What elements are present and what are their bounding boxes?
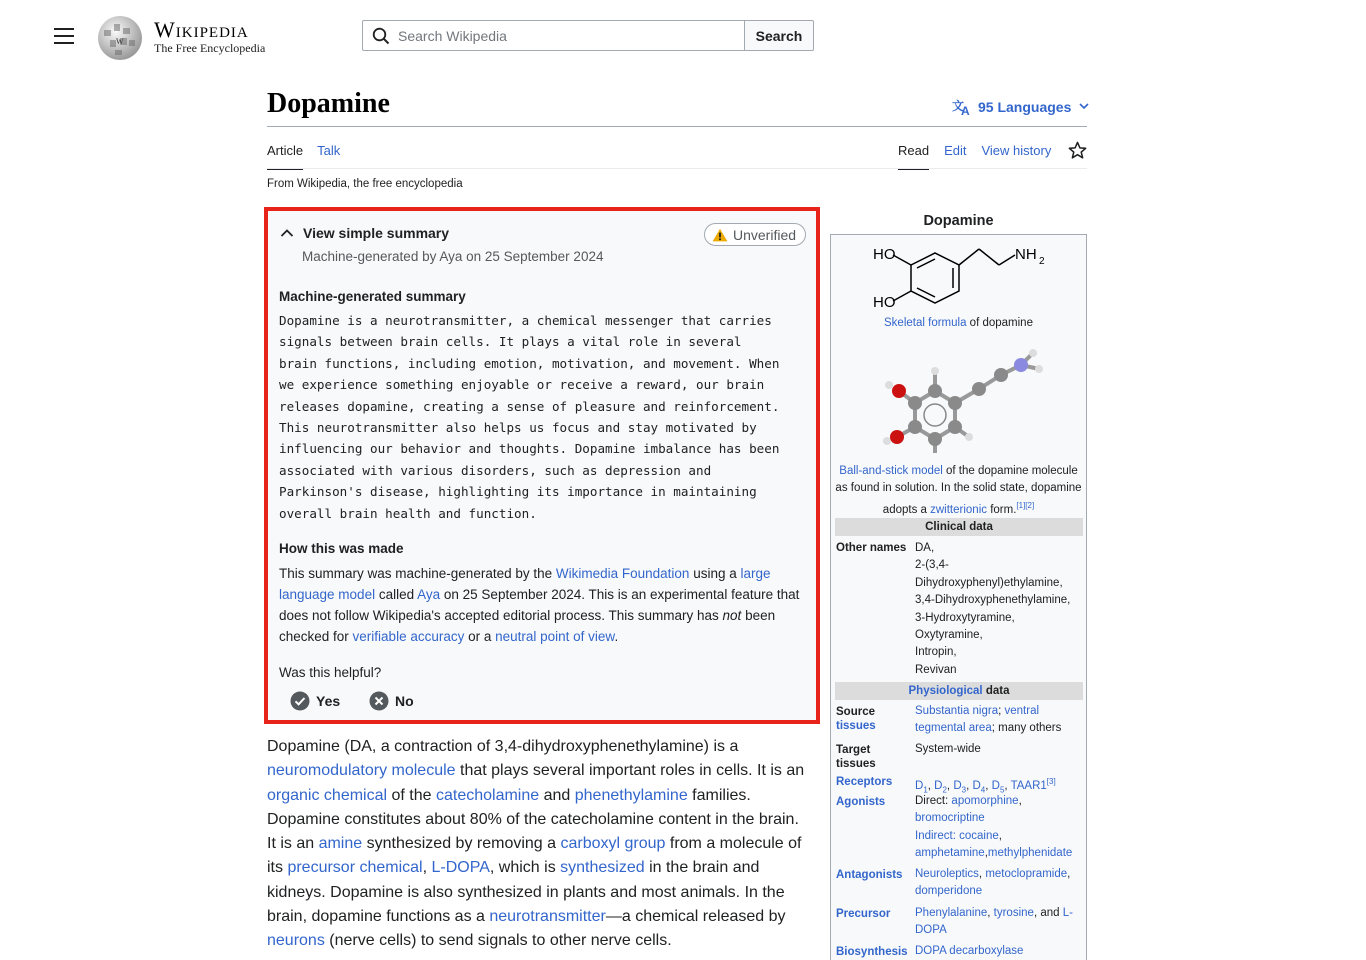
link-phenylalanine[interactable]: Phenylalanine	[915, 907, 988, 919]
link-antagonists[interactable]: Antagonists	[836, 869, 903, 881]
chevron-down-icon	[1076, 101, 1092, 113]
value-other-names	[915, 540, 1083, 679]
label-target-tissues: Target tissues	[836, 744, 876, 770]
link-catecholamine[interactable]: catecholamine	[435, 786, 540, 804]
how-text-part: .	[614, 629, 619, 644]
receptor-sub: 4	[980, 785, 986, 795]
languages-button[interactable]	[952, 98, 1098, 116]
link-dopa-decarboxylase[interactable]: DOPA decarboxylase	[915, 945, 1024, 957]
view-tabs	[898, 143, 1066, 170]
how-text-part: called	[375, 587, 418, 602]
caption-text: of dopamine	[966, 317, 1033, 329]
page-title: Dopamine	[267, 88, 390, 119]
link-taar1[interactable]: TAAR1	[1010, 779, 1047, 792]
value-source-tissues	[915, 703, 1083, 738]
languages-label: 95 Languages	[978, 99, 1072, 115]
body-text-part: , which is	[489, 859, 561, 877]
body-text-part: families. Dopamine constitutes about 80% of the catecholamine content in the brain. It is an	[267, 786, 799, 853]
link-d3[interactable]: $D_3$	[953, 779, 967, 795]
title-divider	[267, 126, 1087, 127]
wordmark-title: Wikipedia	[154, 17, 249, 42]
value-text: Direct:	[915, 795, 952, 807]
other-name: Revivan	[915, 663, 957, 676]
warning-icon	[712, 228, 728, 242]
tab-article[interactable]: Article	[267, 143, 303, 170]
struct-label-ho-top: HO	[873, 246, 896, 263]
link-neuromodulatory-molecule[interactable]: neuromodulatory molecule	[267, 762, 456, 780]
value-precursor: Phenylalanine, tyrosine, and L-DOPA	[915, 907, 1073, 937]
translate-icon	[952, 98, 972, 116]
how-text-part: been checked for	[279, 608, 776, 644]
link-bromocriptine[interactable]: bromocriptine	[915, 812, 985, 825]
how-text	[279, 563, 804, 647]
site-tagline: From Wikipedia, the free encyclopedia	[267, 178, 463, 190]
how-heading: How this was made	[279, 541, 404, 556]
body-text-part: —a chemical released by	[605, 908, 786, 926]
other-name: Intropin,	[915, 646, 957, 659]
search-box[interactable]	[362, 20, 745, 51]
wordmark[interactable]	[154, 18, 265, 54]
link-domperidone[interactable]: domperidone	[915, 885, 983, 898]
struct-label-nh: NH	[1015, 246, 1037, 263]
reference-link[interactable]: [3]	[1046, 777, 1056, 786]
receptor-sub: 5	[999, 785, 1005, 795]
namespace-tabs	[267, 143, 354, 170]
body-text-part: synthesized by removing a	[362, 835, 561, 853]
link-biosynthesis[interactable]: Biosynthesis	[836, 946, 908, 958]
body-text-part: (nerve cells) to send signals to other nerve cells.	[324, 932, 672, 950]
link-large-language-model[interactable]: large language model	[279, 566, 771, 602]
simple-summary-panel	[264, 207, 820, 724]
link-tissues[interactable]: tissues	[836, 720, 876, 732]
main-menu-button[interactable]	[54, 28, 74, 44]
link-skeletal-formula[interactable]: Skeletal formula	[884, 317, 967, 329]
receptors-label[interactable]: Receptors	[836, 776, 893, 788]
link-l-dopa-infobox[interactable]: L-DOPA	[915, 907, 1073, 937]
wordmark-tagline: The Free Encyclopedia	[154, 41, 266, 55]
struct-label-ho-bottom: HO	[873, 294, 896, 311]
link-neurons[interactable]: neurons	[267, 932, 325, 950]
link-tyrosine[interactable]: tyrosine	[993, 907, 1034, 919]
link-l-dopa[interactable]: L-DOPA	[431, 859, 490, 877]
chevron-up-icon	[280, 228, 294, 238]
link-d4[interactable]: $D_4$	[972, 779, 986, 795]
value-biosynthesis	[915, 943, 1083, 960]
how-text-part: on 25 September 2024. This is an experimental feature that does not follow Wikipedia's accepted editorial process. This summary has	[279, 587, 800, 623]
helpful-question: Was this helpful?	[279, 665, 382, 680]
body-text-part: of the	[387, 786, 436, 804]
link-cocaine[interactable]: cocaine	[959, 829, 999, 842]
body-text-part: that plays several important roles in cells. It is an	[455, 762, 805, 780]
tab-read[interactable]: Read	[898, 143, 929, 170]
svg-text:A: A	[961, 104, 970, 116]
link-aya[interactable]: Aya	[417, 587, 441, 602]
skeletal-caption	[831, 315, 1086, 332]
separator: ;	[998, 705, 1005, 717]
body-text-part: in the brain and kidneys. Dopamine is also synthesized in plants and most animals. In the brain, dopamine functions as a	[267, 859, 785, 926]
link-neuroleptics[interactable]: Neuroleptics	[915, 868, 979, 880]
value-agonists: Direct: apomorphine, bromocriptine Indirect: cocaine, amphetamine,methylphenidate	[915, 795, 1073, 860]
unverified-badge	[704, 223, 806, 246]
summary-generated-by: Machine-generated by Aya on 25 September 2024	[302, 249, 604, 264]
link-apomorphine[interactable]: apomorphine	[951, 795, 1019, 807]
link-ball-and-stick-model[interactable]: Ball-and-stick model	[839, 465, 943, 477]
body-text-part: Dopamine (DA, a contraction of 3,4-dihydroxyphenethylamine) is a	[267, 738, 739, 755]
how-text-part: using a	[689, 566, 741, 581]
how-text-emphasis: not	[722, 608, 742, 623]
receptor-sub: 2	[942, 785, 947, 795]
link-wikimedia-foundation[interactable]: Wikimedia Foundation	[555, 566, 690, 581]
link-neurotransmitter[interactable]: neurotransmitter	[489, 908, 606, 926]
value-text: , and	[1033, 907, 1063, 919]
yes-label: Yes	[316, 693, 341, 709]
link-d1[interactable]: $D_1$	[915, 779, 928, 795]
skeletal-formula-image[interactable]	[861, 241, 1061, 317]
link-zwitterionic[interactable]: zwitterionic	[930, 503, 988, 516]
other-name: Oxytyramine,	[915, 629, 983, 642]
value-receptors: $D_1$, $D_2$, $D_3$, $D_4$, $D_5$, TAAR1[3]	[915, 777, 1056, 795]
other-name: Dihydroxyphenyl)ethylamine,	[915, 576, 1063, 589]
link-d5[interactable]: $D_5$	[991, 779, 1005, 795]
link-neutral-point-of-view[interactable]: neutral point of view	[495, 629, 615, 644]
check-circle-icon	[290, 691, 310, 711]
link-carboxyl-group[interactable]: carboxyl group	[560, 835, 666, 853]
link-precursor[interactable]: Precursor	[836, 908, 891, 920]
link-amine[interactable]: amine	[318, 835, 363, 853]
badge-label: Unverified	[733, 226, 797, 243]
article-lead-paragraph	[267, 735, 812, 954]
ball-and-stick-model-image[interactable]	[871, 341, 1051, 453]
other-name: 2-(3,4-	[915, 559, 949, 572]
link-physiological[interactable]: Physiological	[908, 685, 983, 697]
tab-view-history[interactable]: View history	[981, 143, 1052, 158]
link-d2[interactable]: $D_2$	[934, 779, 947, 795]
body-text-part: and	[539, 786, 575, 804]
other-name: DA,	[915, 542, 935, 554]
link-indirect[interactable]: Indirect:	[915, 829, 960, 842]
clinical-data-header: Clinical data	[835, 518, 1083, 536]
no-button[interactable]	[369, 691, 414, 711]
body-text-part: ,	[422, 859, 432, 877]
summary-text: Dopamine is a neurotransmitter, a chemical messenger that carries signals between brain cells. It plays a vital role in several brain functions, including emotion, motivation, and movement. When we experience something enjoyable or receive a reward, our brain releases dopamine, creating a sense of pleasure and reinforcement. This neurotransmitter also helps us focus and stay motivated by influencing our behavior and thoughts. Dopamine imbalance has been associated with various disorders, such as depression and Parkinson's disease, highlighting its importance in maintaining overall brain health and function.	[279, 313, 780, 521]
link-verifiable-accuracy[interactable]: verifiable accuracy	[352, 629, 465, 644]
link-organic-chemical[interactable]: organic chemical	[267, 786, 388, 804]
reference-link[interactable]: [1][2]	[1016, 501, 1035, 510]
summary-heading: Machine-generated summary	[279, 289, 466, 304]
link-synthesized[interactable]: synthesized	[560, 859, 645, 877]
search-input[interactable]	[398, 28, 728, 44]
link-amphetamine[interactable]: amphetamine	[915, 847, 985, 860]
receptor-sub: 1	[923, 785, 928, 795]
label-source-tissues: Source tissues	[836, 706, 876, 732]
caption-text: of the dopamine molecule as found in solution. In the solid state, dopamine adopts a	[835, 465, 1082, 516]
band-text: data	[982, 685, 1010, 697]
tab-edit[interactable]: Edit	[944, 143, 967, 158]
link-metoclopramide[interactable]: metoclopramide	[985, 868, 1068, 880]
other-name: 3-Hydroxytyramine,	[915, 611, 1015, 624]
tabs-divider	[267, 168, 1087, 169]
search-icon	[372, 27, 390, 45]
link-receptors[interactable]	[836, 775, 914, 789]
svg-text:W: W	[116, 37, 124, 46]
physiological-data-header	[835, 682, 1083, 700]
how-text-part: or a	[464, 629, 496, 644]
struct-label-nh-sub: 2	[1039, 256, 1045, 267]
wikipedia-globe-logo[interactable]	[96, 14, 144, 62]
link-phenethylamine[interactable]: phenethylamine	[574, 786, 688, 804]
x-circle-icon	[369, 691, 389, 711]
link-ventral-tegmental-area[interactable]: ventral tegmental area	[915, 705, 1040, 735]
value-target-tissues: System-wide	[915, 743, 981, 755]
summary-toggle-label: View simple summary	[303, 225, 450, 241]
link-methylphenidate[interactable]: methylphenidate	[987, 847, 1073, 860]
infobox-title: Dopamine	[923, 213, 994, 229]
link-substantia-nigra[interactable]: Substantia nigra	[915, 705, 999, 717]
tab-talk[interactable]: Talk	[317, 143, 341, 158]
yes-button[interactable]	[290, 691, 340, 711]
watch-star-icon[interactable]	[1068, 141, 1087, 160]
other-name: 3,4-Dihydroxyphenethylamine,	[915, 594, 1071, 607]
caption-text: form.	[987, 503, 1017, 516]
link-agonists[interactable]: Agonists	[836, 796, 886, 808]
svg-text:文: 文	[952, 99, 965, 113]
link-precursor-chemical[interactable]: precursor chemical	[287, 859, 423, 877]
value-antagonists: Neuroleptics, metoclopramide, domperidone	[915, 868, 1071, 898]
receptor-sub: 3	[961, 785, 967, 795]
value-text: ; many others	[991, 722, 1062, 735]
summary-toggle[interactable]	[280, 225, 449, 241]
ball-stick-caption	[831, 463, 1086, 519]
body-text-part: from a molecule of its	[267, 835, 802, 877]
infobox	[830, 234, 1087, 960]
label-other-names: Other names	[836, 542, 907, 554]
how-text-part: This summary was machine-generated by the	[279, 566, 556, 581]
no-label: No	[395, 693, 414, 709]
search-button[interactable]: Search	[744, 20, 814, 51]
